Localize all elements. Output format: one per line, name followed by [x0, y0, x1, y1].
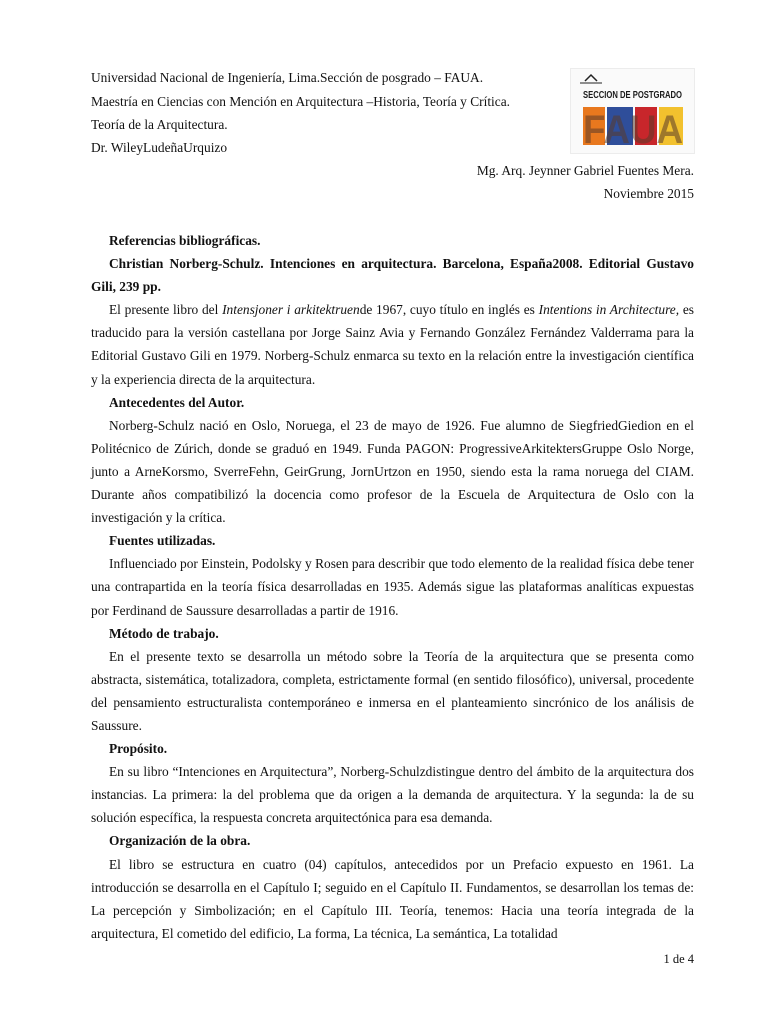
- section-heading: Fuentes utilizadas.: [109, 533, 216, 549]
- section-heading: Referencias bibliográficas.: [109, 233, 261, 248]
- text-run: de 1967, cuyo título en inglés es: [359, 302, 539, 318]
- section-heading: Método de trabajo.: [109, 625, 219, 641]
- header-institution: Universidad Nacional de Ingeniería, Lima.Sección de posgrado – FAUA.: [91, 70, 484, 85]
- paragraph: El libro se estructura en cuatro (04) capítulos, antecedidos por un Prefacio expuesto en 1961. La introducción se desarrolla en el Capítulo I; seguido en el Capítulo II. Fundamentos, se desarrollan los temas de: La percepción y Simbolización; en el Capítulo III. Teoría, tenemos: Hacia una teoría integrada de la arquitectura, El cometido del edificio, La forma, La técnica, La semántica, La totalidad: [91, 856, 694, 941]
- header-professor: Dr. WileyLudeñaUrquizo: [91, 140, 228, 155]
- author-name: Mg. Arq. Jeynner Gabriel Fuentes Mera.: [476, 163, 694, 178]
- page-number: 1 de 4: [663, 952, 694, 966]
- section-heading: Propósito.: [109, 741, 168, 757]
- bibliographic-reference: Christian Norberg-Schulz. Intenciones en arquitectura. Barcelona, España2008. Editorial Gustavo Gili, 239 pp.: [91, 256, 694, 295]
- logo-text-bottom: FAUA: [583, 108, 683, 152]
- logo-text-top: SECCION DE POSTGRADO: [583, 90, 683, 101]
- document-date: Noviembre 2015: [603, 186, 694, 201]
- text-run: El presente libro del: [109, 302, 223, 318]
- faua-logo-graphic: [571, 69, 694, 153]
- document-body: [91, 229, 694, 945]
- text-run: es traducido para la versión castellana por Jorge Sainz Avia y Fernando González Fernández Valderrama para la Editorial Gustavo Gili en 1979. Norberg-Schulz enmarca su texto en la relación entre la investigación científica y la experiencia directa de la arquitectura.: [91, 302, 694, 387]
- italic-title: Intentions in Architecture,: [538, 302, 680, 318]
- header-program: Maestría en Ciencias con Mención en Arquitectura –Historia, Teoría y Crítica.: [91, 94, 510, 109]
- paragraph: [91, 298, 694, 390]
- paragraph: En el presente texto se desarrolla un método sobre la Teoría de la arquitectura que se presenta como abstracta, sistemática, totalizadora, completa, estrictamente formal (en sentido filosófico), universal, procedente del pensamiento estructuralista contemporáneo e inmersa en el planteamiento sincrónico de los análisis de Saussure.: [91, 648, 694, 733]
- section-heading: Antecedentes del Autor.: [109, 394, 245, 410]
- paragraph: En su libro “Intenciones en Arquitectura”, Norberg-Schulzdistingue dentro del ámbito de la arquitectura dos instancias. La primera: la del problema que da origen a la demanda de arquitectura. Y la segunda: la de su solución específica, la respuesta concreta arquitectónica para esa demanda.: [91, 764, 694, 826]
- italic-title: Intensjoner i arkitektruen: [222, 302, 360, 318]
- faua-logo: [570, 68, 695, 154]
- header-course: Teoría de la Arquitectura.: [91, 117, 228, 132]
- paragraph: Influenciado por Einstein, Podolsky y Rosen para describir que todo elemento de la realidad física debe tener una contrapartida en la teoría física desarrolladas en 1935. Además sigue las plataformas analíticas expuestas por Ferdinand de Saussure desarrolladas a partir de 1916.: [91, 556, 694, 618]
- logo-house-icon: [580, 75, 602, 83]
- paragraph: Norberg-Schulz nació en Oslo, Noruega, el 23 de mayo de 1926. Fue alumno de SiegfriedGiedion en el Politécnico de Zúrich, donde se graduó en 1949. Funda PAGON: ProgressiveArkitektersGruppe Oslo Norge, junto a ArneKorsmo, SverreFehn, GeirGrung, JornUrtzon en 1950, siendo esta la rama noruega del CIAM. Durante años compatibilizó la docencia como profesor de la Escuela de Arquitectura de Oslo con la investigación y la crítica.: [91, 417, 694, 526]
- section-heading: Organización de la obra.: [109, 833, 251, 849]
